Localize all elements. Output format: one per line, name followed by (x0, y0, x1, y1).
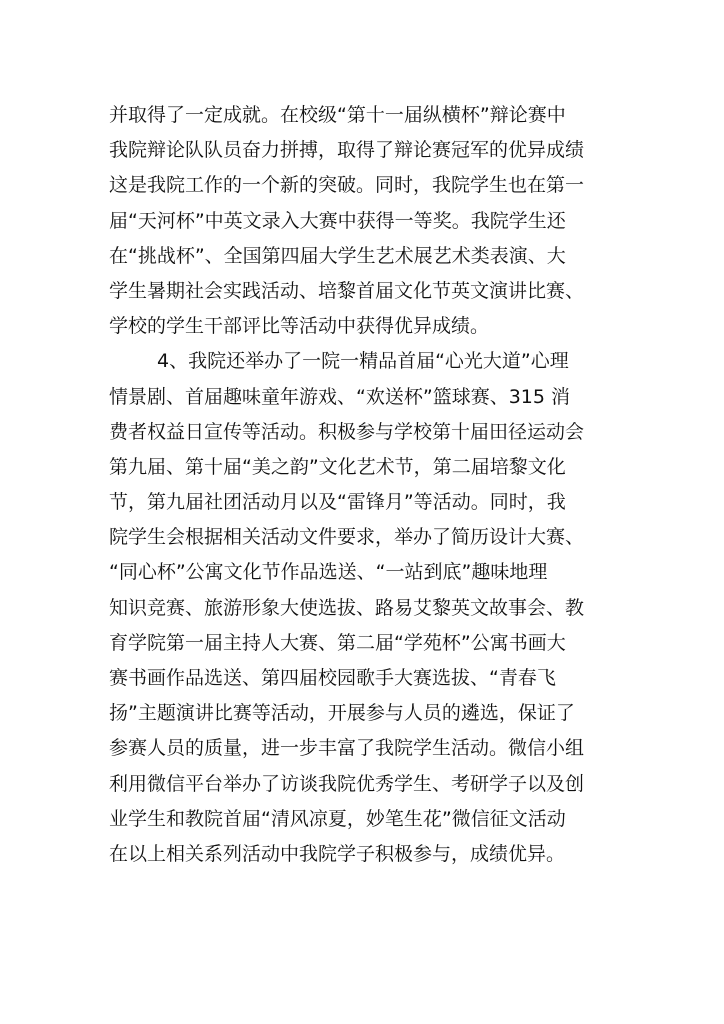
text-line: 这是我院工作的一个新的突破。同时，我院学生也在第一 (109, 174, 585, 197)
text-line: 在“挑战杯”、全国第四届大学生艺术展艺术类表演、大 (109, 244, 566, 267)
text-line: 在以上相关系列活动中我院学子积极参与，成绩优异。 (109, 842, 566, 865)
body-text (109, 98, 619, 872)
text-line: “同心杯”公寓文化节作品选送、“一站到底”趣味地理 (109, 561, 548, 584)
text-line: 我院辩论队队员奋力拼搏，取得了辩论赛冠军的优异成绩 (109, 139, 585, 162)
text-line: 第九届、第十届“美之韵”文化艺术节，第二届培黎文化 (109, 455, 566, 478)
text-line: 扬”主题演讲比赛等活动，开展参与人员的遴选，保证了 (109, 702, 575, 725)
text-line: 利用微信平台举办了访谈我院优秀学生、考研学子以及创 (109, 772, 585, 795)
text-line: 赛书画作品选送、第四届校园歌手大赛选拔、“青春飞 (109, 667, 556, 689)
text-line: 育学院第一届主持人大赛、第二届“学苑杯”公寓书画大 (109, 631, 566, 654)
text-line: 并取得了一定成就。在校级“第十一届纵横杯”辩论赛中 (109, 104, 566, 126)
paragraph-start-line: 4、我院还举办了一院一精品首届“心光大道”心理 (157, 350, 569, 373)
text-line: 业学生和教院首届“清风凉夏，妙笔生花”微信征文活动 (109, 807, 566, 830)
text-line: 学校的学生干部评比等活动中获得优异成绩。 (109, 315, 490, 338)
text-line: 情景剧、首届趣味童年游戏、“欢送杯”篮球赛、315 消 (109, 385, 570, 408)
text-line: 学生暑期社会实践活动、培黎首届文化节英文演讲比赛、 (109, 279, 585, 302)
text-line: 院学生会根据相关活动文件要求，举办了简历设计大赛、 (109, 526, 585, 549)
text-line: 届“天河杯”中英文录入大赛中获得一等奖。我院学生还 (109, 209, 566, 232)
text-line: 参赛人员的质量，进一步丰富了我院学生活动。微信小组 (109, 737, 585, 760)
text-line: 费者权益日宣传等活动。积极参与学校第十届田径运动会 (109, 420, 585, 443)
text-line: 知识竞赛、旅游形象大使选拔、路易艾黎英文故事会、教 (109, 596, 585, 619)
text-line: 节，第九届社团活动月以及“雷锋月”等活动。同时，我 (109, 491, 566, 514)
